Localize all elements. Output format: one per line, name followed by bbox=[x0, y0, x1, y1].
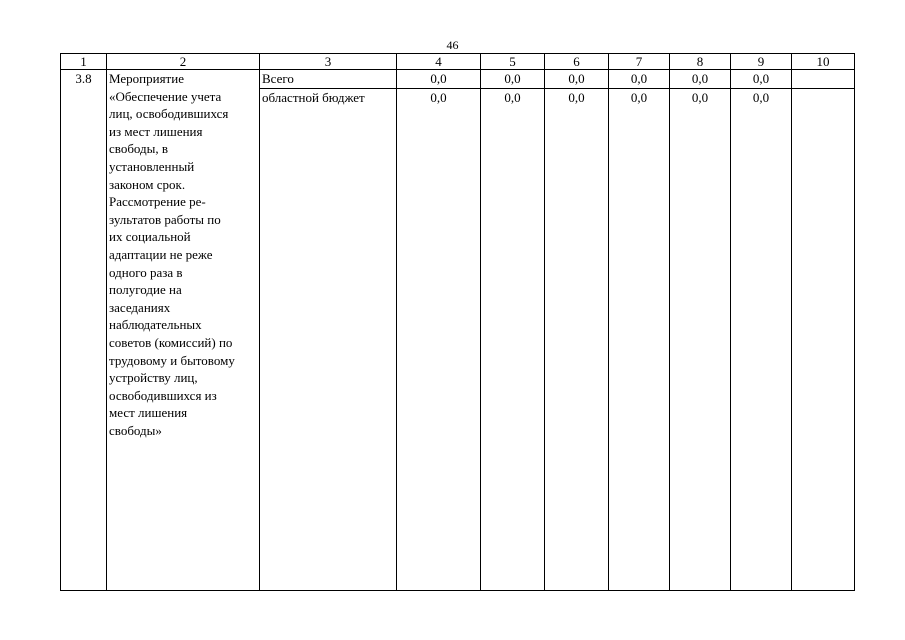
value-total-col9: 0,0 bbox=[731, 70, 792, 89]
value-total-col4: 0,0 bbox=[397, 70, 481, 89]
page-number: 46 bbox=[446, 38, 459, 52]
column-header-7: 7 bbox=[609, 54, 670, 70]
column-header-9: 9 bbox=[731, 54, 792, 70]
value-regional-col9: 0,0 bbox=[731, 88, 792, 590]
column-header-4: 4 bbox=[397, 54, 481, 70]
value-total-col10 bbox=[792, 70, 855, 89]
column-header-3: 3 bbox=[260, 54, 397, 70]
value-regional-col8: 0,0 bbox=[670, 88, 731, 590]
value-regional-col6: 0,0 bbox=[545, 88, 609, 590]
column-number-row bbox=[61, 54, 855, 70]
value-regional-col10 bbox=[792, 88, 855, 590]
value-total-col6: 0,0 bbox=[545, 70, 609, 89]
column-header-2: 2 bbox=[107, 54, 260, 70]
value-total-col7: 0,0 bbox=[609, 70, 670, 89]
row-description: Мероприятие «Обеспечение учета лиц, освободившихся из мест лишения свободы, в установленный законом срок. Рассмотрение ре- зультатов работы по их социальной адаптации не реже одного раза в полугодие на заседаниях наблюдательных советов (комиссий) по трудовому и бытовому устройству лиц, освободившихся из мест лишения свободы» bbox=[107, 70, 260, 591]
column-header-10: 10 bbox=[792, 54, 855, 70]
table-row-total bbox=[61, 70, 855, 89]
column-header-8: 8 bbox=[670, 54, 731, 70]
source-label-total: Всего bbox=[260, 70, 397, 89]
column-header-6: 6 bbox=[545, 54, 609, 70]
value-regional-col7: 0,0 bbox=[609, 88, 670, 590]
value-regional-col5: 0,0 bbox=[481, 88, 545, 590]
value-total-col5: 0,0 bbox=[481, 70, 545, 89]
row-number: 3.8 bbox=[61, 70, 107, 591]
value-regional-col4: 0,0 bbox=[397, 88, 481, 590]
budget-table bbox=[60, 53, 855, 591]
column-header-5: 5 bbox=[481, 54, 545, 70]
column-header-1: 1 bbox=[61, 54, 107, 70]
source-label-regional: областной бюджет bbox=[260, 88, 397, 590]
value-total-col8: 0,0 bbox=[670, 70, 731, 89]
